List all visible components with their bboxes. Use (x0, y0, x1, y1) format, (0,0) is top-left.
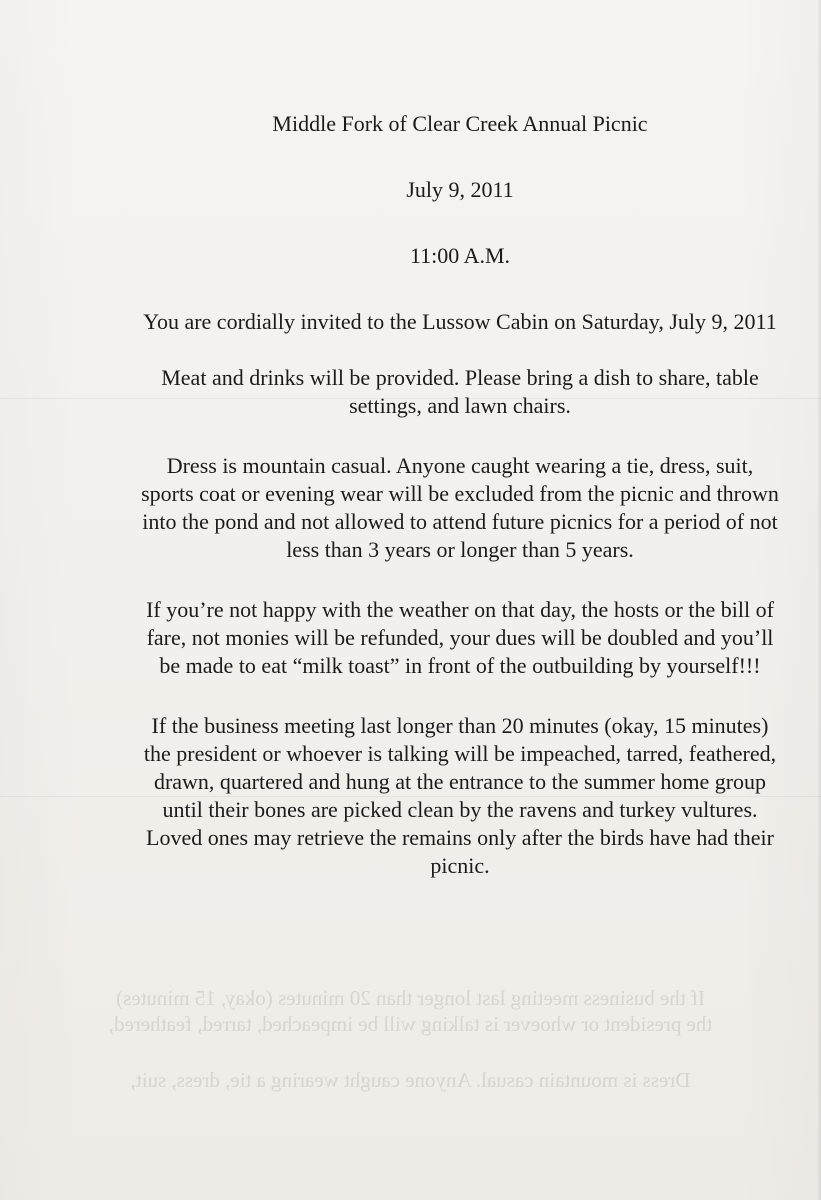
dress-code-line: into the pond and not allowed to attend future picnics for a period of not (142, 509, 778, 534)
dress-code-line: less than 3 years or longer than 5 years. (286, 537, 634, 562)
reverse-side-bleed: Dress is mountain casual. Anyone caught wearing a tie, dress, suit, (130, 1068, 691, 1092)
meeting-line: drawn, quartered and hung at the entrance to the summer home group (153, 769, 767, 794)
provisions-line: Meat and drinks will be provided. Please bring a dish to share, table (161, 365, 759, 390)
event-time: 11:00 A.M. (409, 243, 511, 268)
weather-line: fare, not monies will be refunded, your dues will be doubled and you’ll (146, 625, 774, 650)
weather-line: If you’re not happy with the weather on that day, the hosts or the bill of (146, 597, 774, 622)
weather-line: be made to eat “milk toast” in front of the outbuilding by yourself!!! (159, 653, 761, 678)
meeting-line: until their bones are picked clean by the ravens and turkey vultures. (162, 797, 758, 822)
meeting-line: picnic. (430, 853, 490, 878)
meeting-line: If the business meeting last longer than 20 minutes (okay, 15 minutes) (151, 713, 769, 738)
dress-code-line: Dress is mountain casual. Anyone caught wearing a tie, dress, suit, (166, 453, 754, 478)
invitation-line: You are cordially invited to the Lussow Cabin on Saturday, July 9, 2011 (143, 309, 777, 334)
dress-code-line: sports coat or evening wear will be excluded from the picnic and thrown (141, 481, 779, 506)
reverse-side-bleed: the president or whoever is talking will be impeached, tarred, feathered, (108, 1012, 713, 1036)
reverse-side-bleed: If the business meeting last longer than 20 minutes (okay, 15 minutes) (116, 986, 705, 1010)
provisions-line: settings, and lawn chairs. (349, 393, 571, 418)
meeting-line: the president or whoever is talking will be impeached, tarred, feathered, (143, 741, 777, 766)
event-date: July 9, 2011 (406, 177, 514, 202)
document-title: Middle Fork of Clear Creek Annual Picnic (272, 111, 648, 136)
meeting-line: Loved ones may retrieve the remains only after the birds have had their (146, 825, 774, 850)
